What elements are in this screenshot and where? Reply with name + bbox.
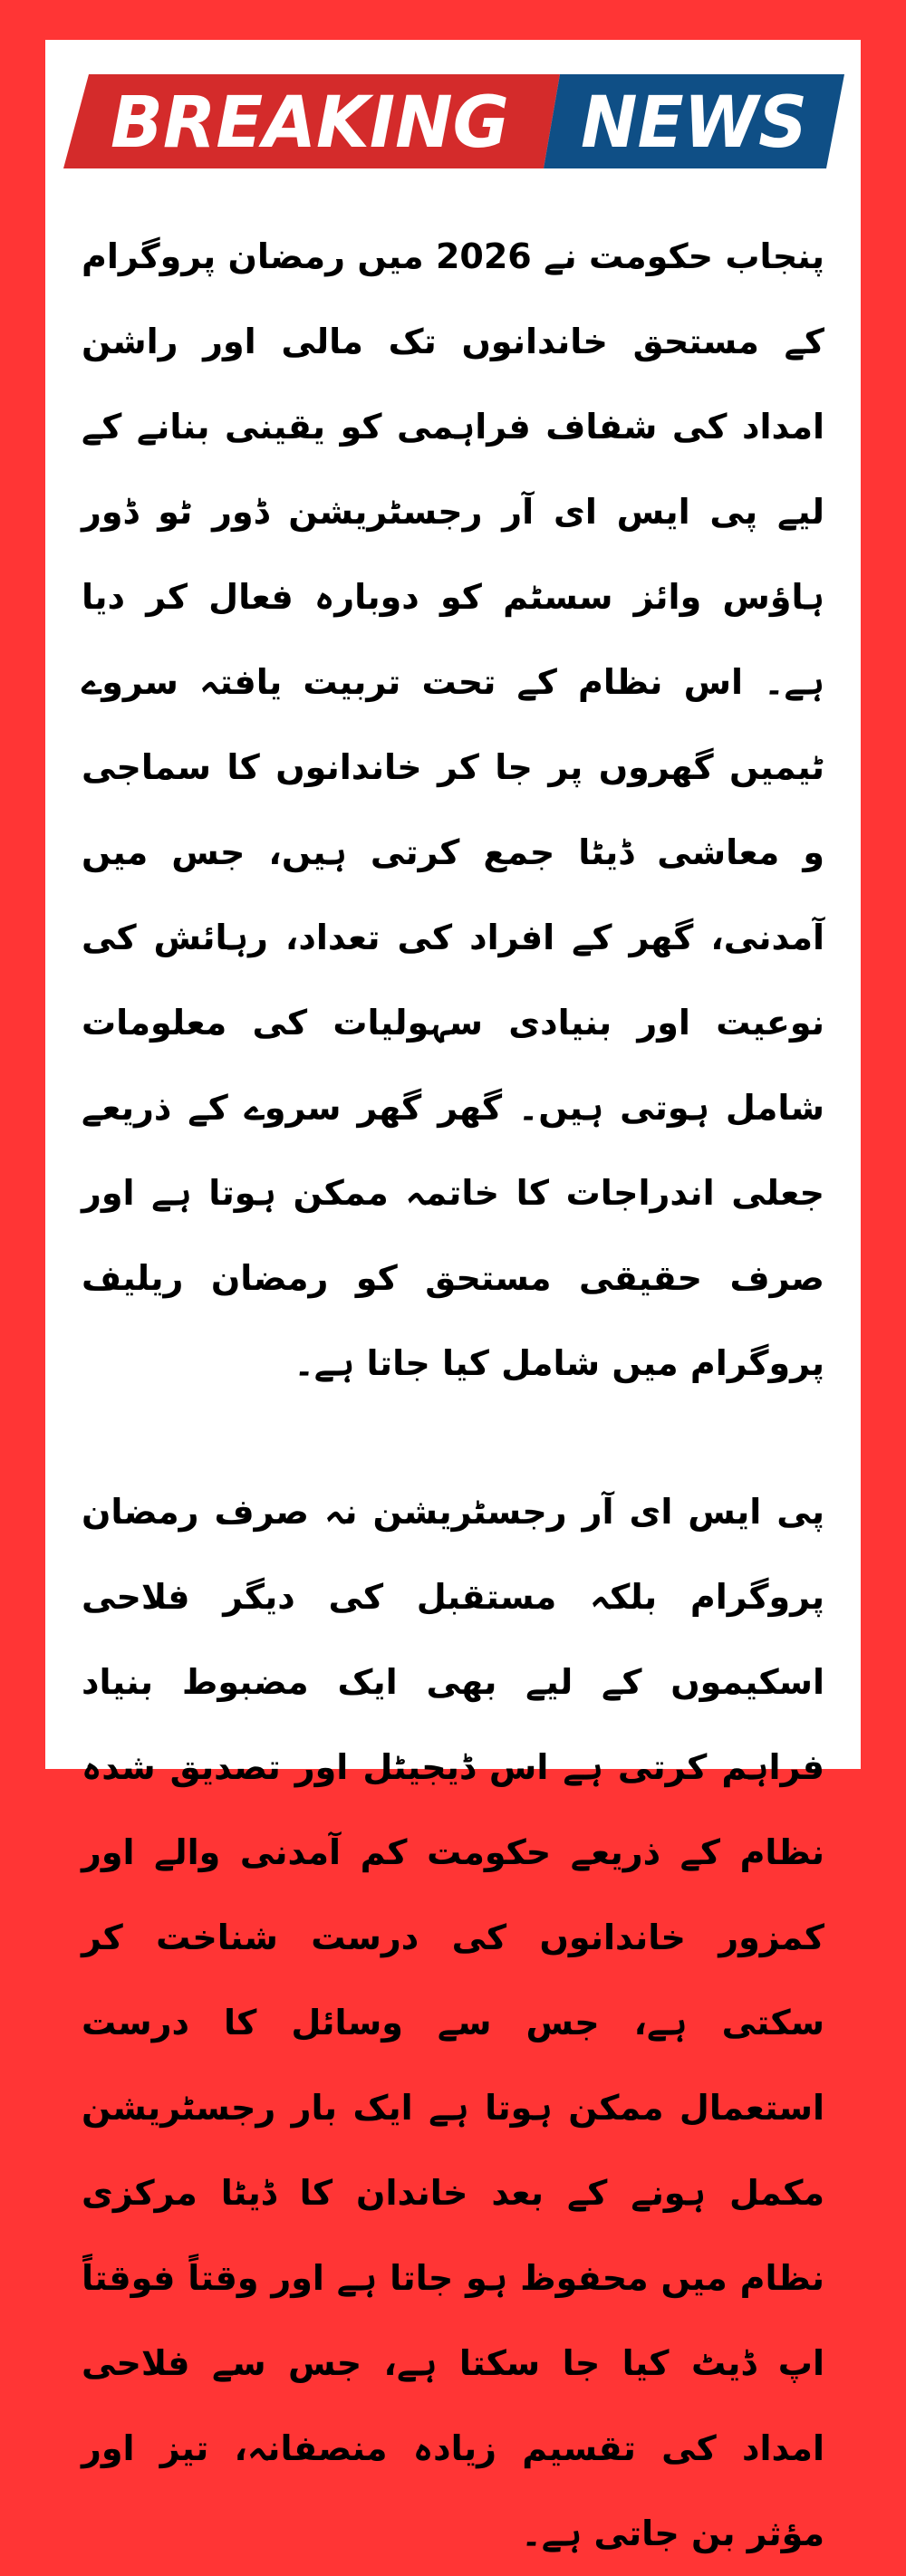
banner-word-breaking: BREAKING [111, 82, 509, 164]
breaking-news-banner-graphic [63, 74, 844, 168]
article-paragraph-1: پنجاب حکومت نے 2026 میں رمضان پروگرام کے مستحق خاندانوں تک مالی اور راشن امداد کی شفاف فراہمی کو یقینی بنانے کے لیے پی ایس ای آر رجسٹریشن ڈور ٹو ڈور ہاؤس وائز سسٹم کو دوبارہ فعال کر دیا ہے۔ اس نظام کے تحت تربیت یافتہ سروے ٹیمیں گھروں پر جا کر خاندانوں کا سماجی و معاشی ڈیٹا جمع کرتی ہیں، جس میں آمدنی، گھر کے افراد کی تعداد، رہائش کی نوعیت اور بنیادی سہولیات کی معلومات شامل ہوتی ہیں۔ گھر گھر سروے کے ذریعے جعلی اندراجات کا خاتمہ ممکن ہوتا ہے اور صرف حقیقی مستحق کو رمضان ریلیف پروگرام میں شامل کیا جاتا ہے۔ [82, 236, 824, 1383]
article-paragraph-2: پی ایس ای آر رجسٹریشن نہ صرف رمضان پروگرام بلکہ مستقبل کی دیگر فلاحی اسکیموں کے لیے بھی ایک مضبوط بنیاد فراہم کرتی ہے اس ڈیجیٹل اور تصدیق شدہ نظام کے ذریعے حکومت کم آمدنی والے اور کمزور خاندانوں کی درست شناخت کر سکتی ہے، جس سے وسائل کا درست استعمال ممکن ہوتا ہے ایک بار رجسٹریشن مکمل ہونے کے بعد خاندان کا ڈیٹا مرکزی نظام میں محفوظ ہو جاتا ہے اور وقتاً فوقتاً اپ ڈیٹ کیا جا سکتا ہے، جس سے فلاحی امداد کی تقسیم زیادہ منصفانہ، تیز اور مؤثر بن جاتی ہے۔ [82, 1492, 824, 2553]
article-body [82, 214, 824, 2576]
banner-word-news: NEWS [581, 82, 807, 164]
breaking-news-banner [63, 74, 844, 168]
article-card [45, 40, 861, 2553]
